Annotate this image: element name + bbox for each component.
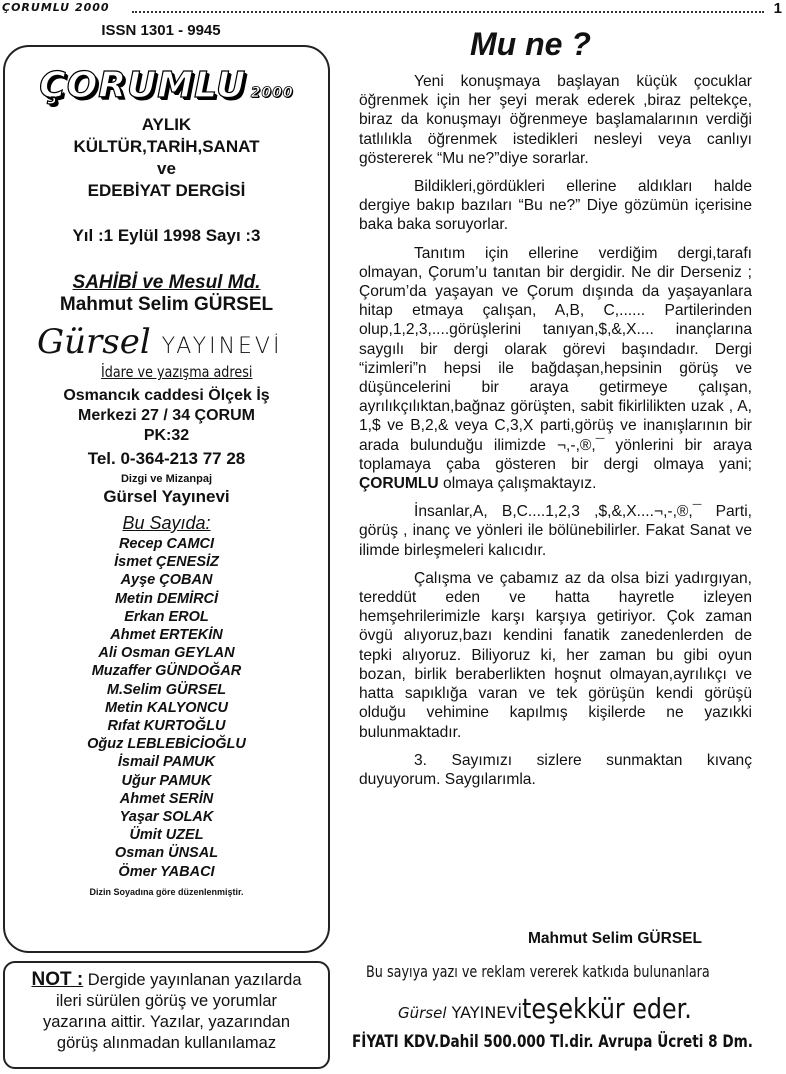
masthead-box — [3, 45, 330, 953]
magazine-logo — [5, 65, 328, 106]
contributor: M.Selim GÜRSEL — [106, 681, 227, 698]
article-paragraph: İnsanlar,A, B,C....1,2,3 ,$,&,X....¬,-,®,¯ Parti, görüş , inanç ve yönleri ile bölünebilirler. Fakat Sanat ve ilimde birleşmeleri kalıcıdır. — [359, 503, 752, 559]
logo-year: 2000 — [250, 85, 294, 101]
note-box — [3, 961, 330, 1069]
thanks-gursel: Gürsel — [398, 1004, 447, 1022]
publisher-script: Gürsel — [37, 322, 151, 362]
publisher-caps: YAYINEVİ — [161, 334, 283, 359]
contributor: Uğur PAMUK — [121, 772, 212, 789]
thanks-text: teşekkür eder. — [522, 992, 692, 1025]
logo-main: ÇORUMLU — [39, 65, 247, 106]
magazine-name-bold: ÇORUMLU — [359, 475, 439, 493]
typesetting-label: Dizgi ve Mizanpaj — [120, 473, 213, 485]
magazine-type — [5, 114, 328, 202]
thanks-yayinevi: YAYINEVİ — [446, 1003, 523, 1022]
page-number: 1 — [773, 0, 782, 17]
phone: Tel. 0-364-213 77 28 — [87, 449, 246, 468]
type-line: AYLIK — [141, 115, 192, 134]
contributor: Ahmet SERİN — [119, 790, 214, 807]
thanks-line: Bu sayıya yazı ve reklam vererek katkıda bulunanlara — [366, 962, 710, 981]
contributor: Ayşe ÇOBAN — [120, 572, 213, 589]
contributor: Ahmet ERTEKİN — [110, 627, 223, 644]
contributor: Osman ÜNSAL — [114, 845, 219, 862]
price-line: FİYATI KDV.Dahil 500.000 Tl.dir. Avrupa Ücreti 8 Dm. — [352, 1032, 753, 1052]
note-line: ileri sürülen görüş ve yorumlar — [55, 992, 277, 1010]
contributor: İsmet ÇENESİZ — [114, 554, 219, 571]
address-line: Merkezi 27 / 34 ÇORUM — [78, 407, 255, 424]
article-title: Mu ne ? — [470, 26, 591, 62]
contributor: Metin DEMİRCİ — [114, 590, 219, 607]
contributor: Oğuz LEBLEBİCİOĞLU — [87, 736, 246, 753]
address-line: Osmancık caddesi Ölçek İş — [63, 387, 270, 404]
contributors-title: Bu Sayıda: — [122, 513, 211, 533]
note-text: Dergide yayınlanan yazılarda — [83, 971, 302, 989]
contributor: Yaşar SOLAK — [119, 809, 214, 826]
type-line: KÜLTÜR,TARİH,SANAT — [73, 137, 260, 156]
contributor: Ümit UZEL — [129, 827, 204, 844]
contributors-list — [5, 535, 328, 881]
type-line: ve — [157, 159, 176, 178]
contributor: Erkan EROL — [124, 608, 209, 625]
publisher-logo — [37, 322, 328, 362]
note-line: yazarına aittir. Yazılar, yazarından — [42, 1013, 291, 1031]
article-paragraph: Çalışma ve çabamız az da olsa bizi yadırgıyan, tereddüt eden ve hatta hayretle izleyen hemşehrilerimizle karşı karşıya getiriyor. Çok zaman övgü alıyoruz,bazı kendini fanatik zanedenlerden de tepki alıyoruz. Biliyoruz ki, her zaman bu gibi oyun bozan, birlik beraberlikten hoşnut olmayan,ayrılıkçı ve hatta sapıklığa varan ve tek görüşün kendi görüşü olduğu vehimine kapılmış kişilerde ne yazıkki bulunmaktadır. — [359, 569, 752, 741]
sort-note: Dizin Soyadına göre düzenlenmiştir. — [89, 886, 244, 897]
running-title: ÇORUMLU 2000 — [2, 1, 110, 14]
contributor: Muzaffer GÜNDOĞAR — [91, 663, 242, 680]
address — [5, 386, 328, 446]
note-first-line — [11, 969, 322, 991]
article-paragraph: Yeni konuşmaya başlayan küçük çocuklar öğrenmek için her şeyi merak ederek ,biraz peltekçe, biraz da konuşmayı öğrenmeye başlamalarının verdiği tatlılıkla öğrenmek istedikleri nesleyi veya canlıyı göstererek “Mu ne?”diye sorarlar. — [359, 73, 752, 167]
article-paragraph: Bildikleri,gördükleri ellerine aldıkları halde dergiye bakıp bazıları “Bu ne?” Diye gözümün içerisine baka baka soruyorlar. — [359, 178, 752, 234]
running-header — [0, 0, 786, 18]
article-paragraph: 3. Sayımızı sizlere sunmaktan kıvanç duyuyorum. Saygılarımla. — [359, 751, 752, 788]
contributor: Ömer YABACI — [118, 863, 215, 880]
thanks-publisher — [398, 992, 722, 1025]
address-line: PK:32 — [143, 427, 190, 444]
paragraph-text: Tanıtım için ellerine verdiğim dergi,tarafı olmayan, Çorum’u tanıtan bir dergidir. Ne dir Derseniz ; Çorum’da yaşayan ve Çorum dışında da yaşayanlara hitap etmaya çalışan, A,B, C,...... Partilerinden olup,1,2,3,....görüşlerini tanıyan,$,&,X.... inançlarına saygılı bir dergi olarak görevi başındadır. Dergi “izimleri”n hepsi ile bağdaşan,hepsinin görüş ve düşüncelerini bir araya getirmeye çalışan, ayrılıkçılıktan,bağnaz görüşten, sabit fikirlilikten uzak , A, 1,$ ve B,2,& veya C,3,X parti,görüş ve inanışlarının bir arada bulunduğu ilimizde ¬,-,®,¯ yönlerini bir araya toplamaya çaba gösteren bir dergi olmaya yani; — [359, 244, 752, 473]
note-title: NOT : — [31, 969, 84, 990]
author-signature: Mahmut Selim GÜRSEL — [528, 930, 702, 947]
type-line: EDEBİYAT DERGİSİ — [87, 181, 246, 200]
issn: ISSN 1301 - 9945 — [101, 22, 221, 39]
article-paragraph — [359, 244, 752, 494]
contributor: Rıfat KURTOĞLU — [107, 718, 226, 735]
paragraph-tail: olmaya çalışmaktayız. — [438, 475, 597, 493]
article-body — [359, 72, 752, 798]
contributor: Recep CAMCI — [118, 536, 215, 552]
contributor: İsmail PAMUK — [117, 754, 216, 771]
issue-info: Yıl :1 Eylül 1998 Sayı :3 — [72, 226, 261, 245]
contributor: Ali Osman GEYLAN — [98, 645, 235, 662]
typesetting-by: Gürsel Yayınevi — [103, 487, 230, 506]
owner-name: Mahmut Selim GÜRSEL — [59, 294, 274, 315]
contributor: Metin KALYONCU — [105, 699, 228, 716]
address-label: İdare ve yazışma adresi — [101, 363, 253, 381]
note-line: görüş alınmadan kullanılamaz — [56, 1034, 277, 1052]
header-dot-leader — [132, 11, 764, 13]
owner-title: SAHİBİ ve Mesul Md. — [72, 272, 261, 293]
